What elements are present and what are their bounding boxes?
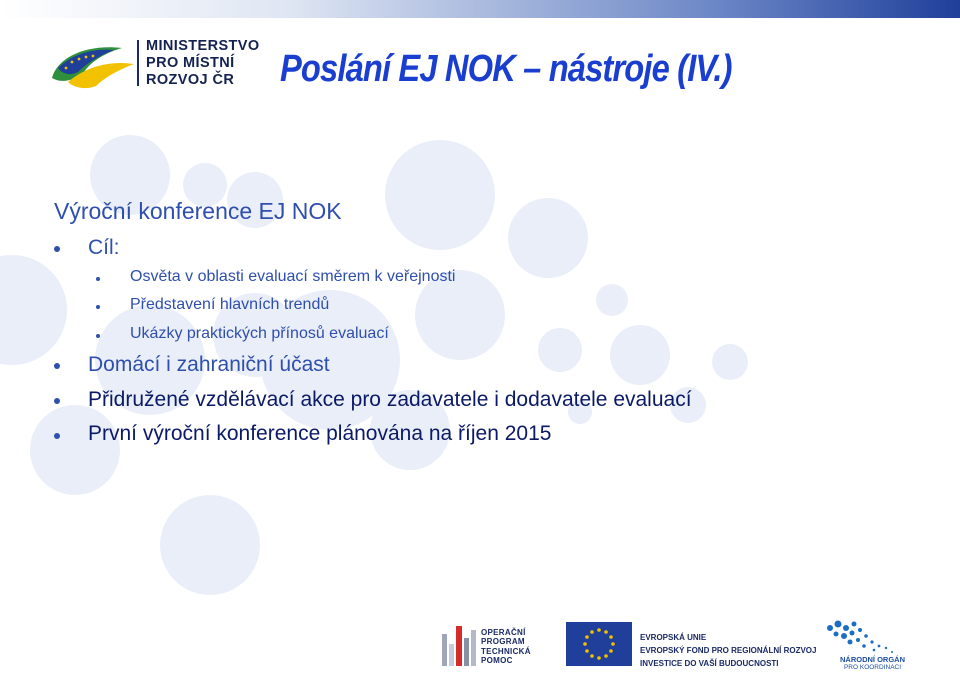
op-line: POMOC <box>481 656 513 666</box>
op-technical-assistance-logo-icon <box>442 620 478 666</box>
eu-line: EVROPSKÝ FOND PRO REGIONÁLNÍ ROZVOJ <box>640 646 817 655</box>
goal-item: Osvěta v oblasti evaluací směrem k veřejnosti <box>130 268 456 285</box>
national-coordination-authority-logo-icon <box>824 618 908 658</box>
bullet-dot <box>54 433 60 439</box>
bullet-item: Domácí i zahraniční účast <box>88 353 330 376</box>
no-line: NÁRODNÍ ORGÁN <box>840 655 905 664</box>
op-line: PROGRAM <box>481 637 525 647</box>
eu-fund-text <box>640 631 816 670</box>
eu-line: EVROPSKÁ UNIE <box>640 633 707 642</box>
ministry-line: MINISTERSTVO <box>146 38 260 54</box>
op-line: OPERAČNÍ <box>481 628 526 637</box>
bullet-dot <box>54 363 60 369</box>
logo-divider <box>137 40 139 86</box>
ministry-name <box>146 38 260 89</box>
section-heading: Výroční konference EJ NOK <box>54 198 342 224</box>
bullet-dot <box>96 334 100 338</box>
bullet-dot <box>54 246 60 252</box>
slide-title: Poslání EJ NOK – nástroje (IV.) <box>280 48 732 90</box>
op-program-name <box>481 628 531 666</box>
bullet-dot <box>96 305 100 309</box>
goal-label: Cíl: <box>88 236 120 259</box>
bullet-dot <box>54 398 60 404</box>
national-coordination-authority-text <box>840 656 905 672</box>
bullet-item: První výroční konference plánována na říjen 2015 <box>88 422 552 445</box>
ministry-line: ROZVOJ ČR <box>146 72 235 88</box>
no-line: PRO KOORDINACI <box>843 664 902 671</box>
ministry-line: PRO MÍSTNÍ <box>146 55 235 71</box>
bullet-dot <box>96 277 100 281</box>
goal-item: Představení hlavních trendů <box>130 296 330 313</box>
goal-item: Ukázky praktických přínosů evaluací <box>130 325 389 342</box>
op-line: TECHNICKÁ <box>481 646 531 656</box>
bullet-item: Přidružené vzdělávací akce pro zadavatele i dodavatele evaluací <box>88 388 692 411</box>
eu-line: INVESTICE DO VAŠÍ BUDOUCNOSTI <box>640 659 779 668</box>
ministry-logo-icon <box>48 38 138 90</box>
eu-flag-icon <box>566 622 632 666</box>
